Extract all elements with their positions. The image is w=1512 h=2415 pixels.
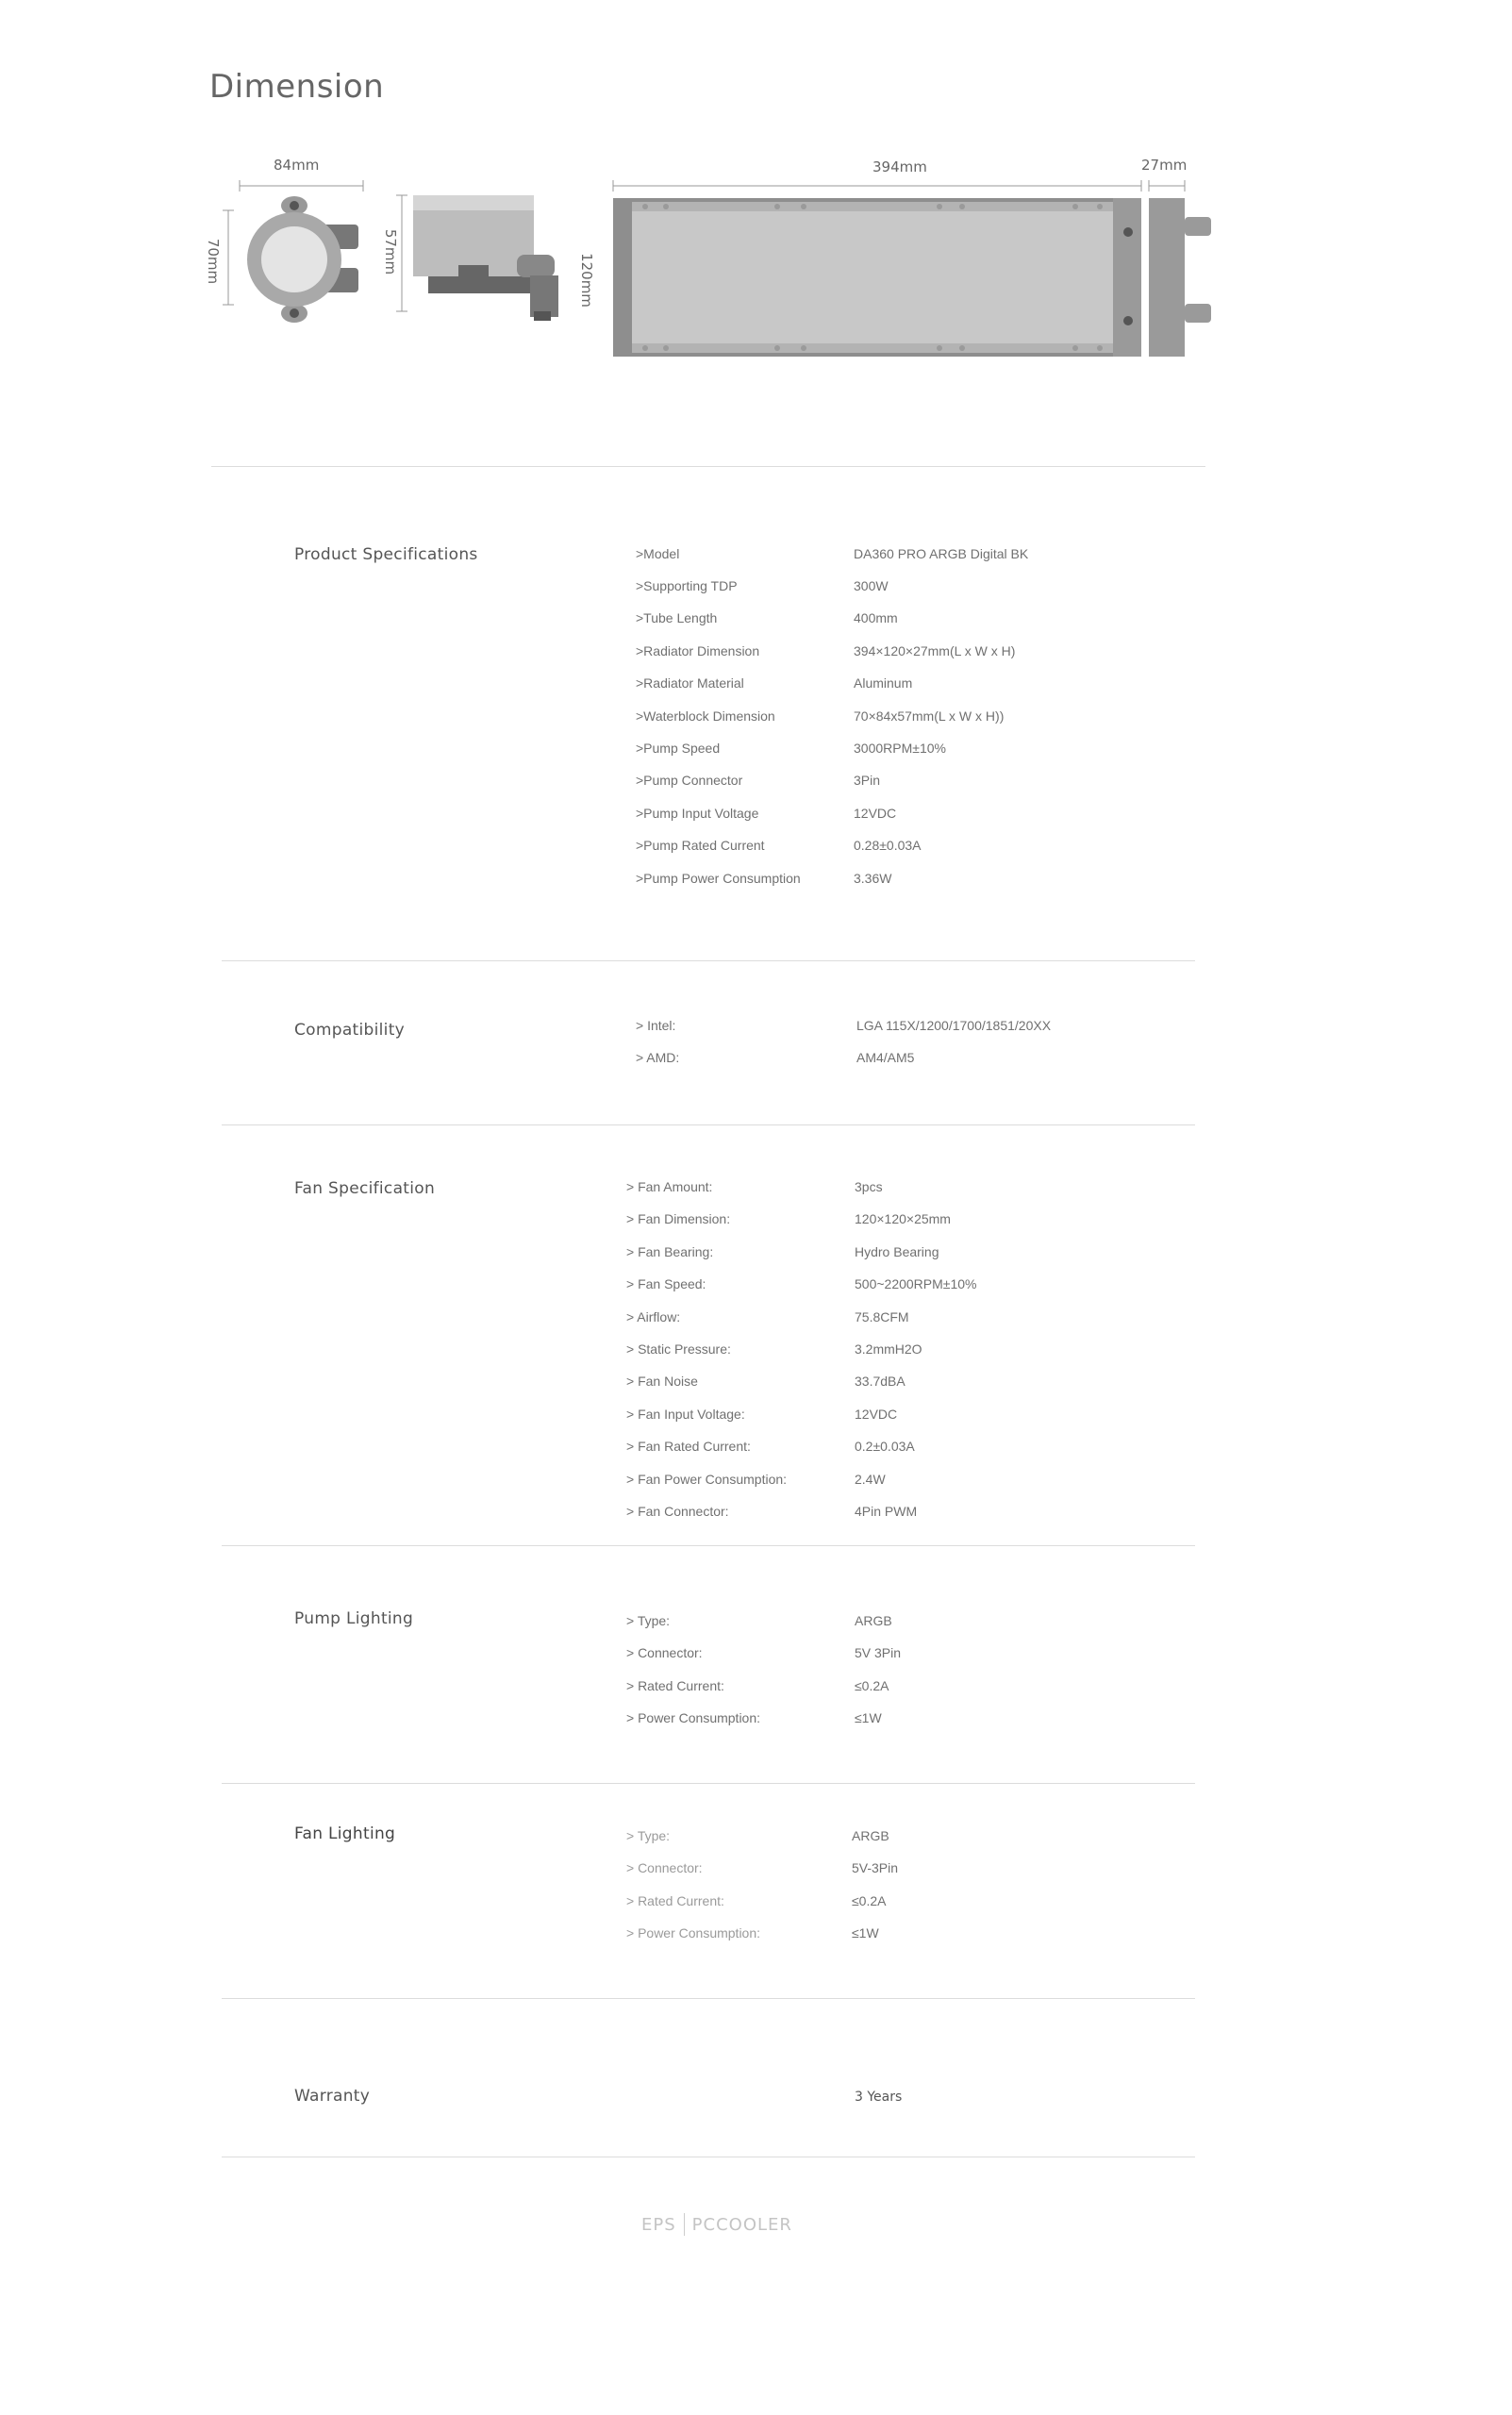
block-width-dim-line — [240, 180, 363, 192]
divider — [222, 960, 1195, 961]
divider — [222, 1998, 1195, 1999]
compat-value: LGA 115X/1200/1700/1851/20XX — [856, 1018, 1052, 1033]
spec-value: 394×120×27mm(L x W x H) — [854, 643, 1016, 658]
waterblock-top-view — [247, 196, 358, 323]
spec-value: DA360 PRO ARGB Digital BK — [854, 546, 1029, 561]
spec-value: 33.7dBA — [855, 1374, 906, 1389]
pump-light-label: > Power Consumption: — [626, 1710, 761, 1725]
spec-label: >Supporting TDP — [636, 578, 738, 593]
fan-light-label: > Power Consumption: — [626, 1925, 761, 1940]
fan-light-value: ARGB — [852, 1828, 889, 1843]
pump-light-value: 5V 3Pin — [855, 1645, 902, 1660]
pump-light-label: > Rated Current: — [626, 1678, 724, 1693]
compat-value: AM4/AM5 — [856, 1050, 915, 1065]
spec-value: 12VDC — [855, 1407, 898, 1422]
pump-light-label: > Type: — [626, 1613, 671, 1628]
spec-label: >Tube Length — [636, 610, 718, 625]
spec-label: > Fan Dimension: — [626, 1211, 731, 1226]
spec-label: >Pump Input Voltage — [636, 806, 759, 821]
fan-light-value: ≤0.2A — [852, 1893, 887, 1908]
pump-light-label: > Connector: — [626, 1645, 703, 1660]
spec-label: >Pump Connector — [636, 773, 743, 788]
footer-logo — [641, 2213, 792, 2236]
spec-label: > Airflow: — [626, 1309, 681, 1324]
spec-label: >Pump Rated Current — [636, 838, 765, 853]
radiator-width-label: 120mm — [578, 253, 595, 308]
pccooler-logo: PCCOOLER — [691, 2214, 792, 2235]
block-height-label: 70mm — [205, 238, 222, 285]
fan-lighting-title: Fan Lighting — [294, 1824, 396, 1843]
spec-label: > Fan Noise — [626, 1374, 698, 1389]
divider — [211, 466, 1205, 467]
spec-value: 120×120×25mm — [855, 1211, 951, 1226]
compat-label: > Intel: — [636, 1018, 676, 1033]
pump-light-value: ARGB — [855, 1613, 892, 1628]
spec-value: Hydro Bearing — [855, 1244, 939, 1259]
divider — [222, 1124, 1195, 1125]
warranty-value: 3 Years — [855, 2090, 903, 2105]
pump-light-value: ≤0.2A — [855, 1678, 889, 1693]
spec-value: 3000RPM±10% — [854, 741, 946, 756]
spec-label: >Waterblock Dimension — [636, 708, 775, 724]
fan-light-value: ≤1W — [852, 1925, 879, 1940]
compat-label: > AMD: — [636, 1050, 680, 1065]
spec-label: > Fan Rated Current: — [626, 1439, 751, 1454]
radiator-thickness-label: 27mm — [1141, 157, 1188, 174]
compatibility-title: Compatibility — [294, 1021, 406, 1040]
spec-value: 300W — [854, 578, 889, 593]
spec-value: 3Pin — [854, 773, 881, 788]
eps-logo: EPS — [641, 2214, 676, 2235]
waterblock-side-view — [396, 195, 558, 321]
product-specifications-title: Product Specifications — [294, 545, 478, 564]
spec-label: >Radiator Material — [636, 675, 744, 691]
spec-label: >Radiator Dimension — [636, 643, 760, 658]
dimension-diagram — [0, 0, 1512, 396]
spec-value: 3.2mmH2O — [855, 1341, 922, 1357]
spec-value: 0.2±0.03A — [855, 1439, 915, 1454]
spec-label: > Fan Connector: — [626, 1504, 729, 1519]
spec-value: 400mm — [854, 610, 898, 625]
pump-light-value: ≤1W — [855, 1710, 882, 1725]
fan-light-label: > Type: — [626, 1828, 671, 1843]
spec-label: > Fan Bearing: — [626, 1244, 714, 1259]
radiator-side-view — [1149, 198, 1211, 357]
spec-label: > Fan Speed: — [626, 1276, 706, 1291]
pump-lighting-title: Pump Lighting — [294, 1609, 414, 1628]
fan-specification-title: Fan Specification — [294, 1179, 436, 1198]
spec-value: 4Pin PWM — [855, 1504, 918, 1519]
warranty-title: Warranty — [294, 2087, 371, 2106]
spec-label: > Fan Input Voltage: — [626, 1407, 745, 1422]
block-height-dim-line — [223, 210, 234, 305]
fan-light-label: > Connector: — [626, 1860, 703, 1875]
divider — [222, 1783, 1195, 1784]
spec-value: 3.36W — [854, 871, 892, 886]
radiator-length-dim-line — [613, 180, 1141, 192]
spec-label: > Static Pressure: — [626, 1341, 731, 1357]
radiator-front-view — [613, 198, 1141, 357]
spec-label: > Fan Amount: — [626, 1179, 713, 1194]
fan-light-label: > Rated Current: — [626, 1893, 724, 1908]
logo-separator — [684, 2213, 685, 2236]
spec-value: 0.28±0.03A — [854, 838, 922, 853]
divider — [222, 1545, 1195, 1546]
spec-value: 75.8CFM — [855, 1309, 909, 1324]
spec-label: >Pump Power Consumption — [636, 871, 801, 886]
radiator-thickness-dim-line — [1149, 180, 1185, 192]
page-title: Dimension — [209, 68, 385, 106]
spec-value: 2.4W — [855, 1472, 886, 1487]
spec-value: 500~2200RPM±10% — [855, 1276, 977, 1291]
spec-value: 12VDC — [854, 806, 897, 821]
spec-value: 3pcs — [855, 1179, 883, 1194]
block-width-label: 84mm — [274, 157, 320, 174]
radiator-length-label: 394mm — [872, 158, 927, 175]
fan-light-value: 5V-3Pin — [852, 1860, 899, 1875]
block-depth-label: 57mm — [382, 228, 399, 275]
spec-label: >Pump Speed — [636, 741, 721, 756]
spec-label: > Fan Power Consumption: — [626, 1472, 788, 1487]
spec-label: >Model — [636, 546, 680, 561]
spec-value: Aluminum — [854, 675, 913, 691]
spec-value: 70×84x57mm(L x W x H)) — [854, 708, 1005, 724]
